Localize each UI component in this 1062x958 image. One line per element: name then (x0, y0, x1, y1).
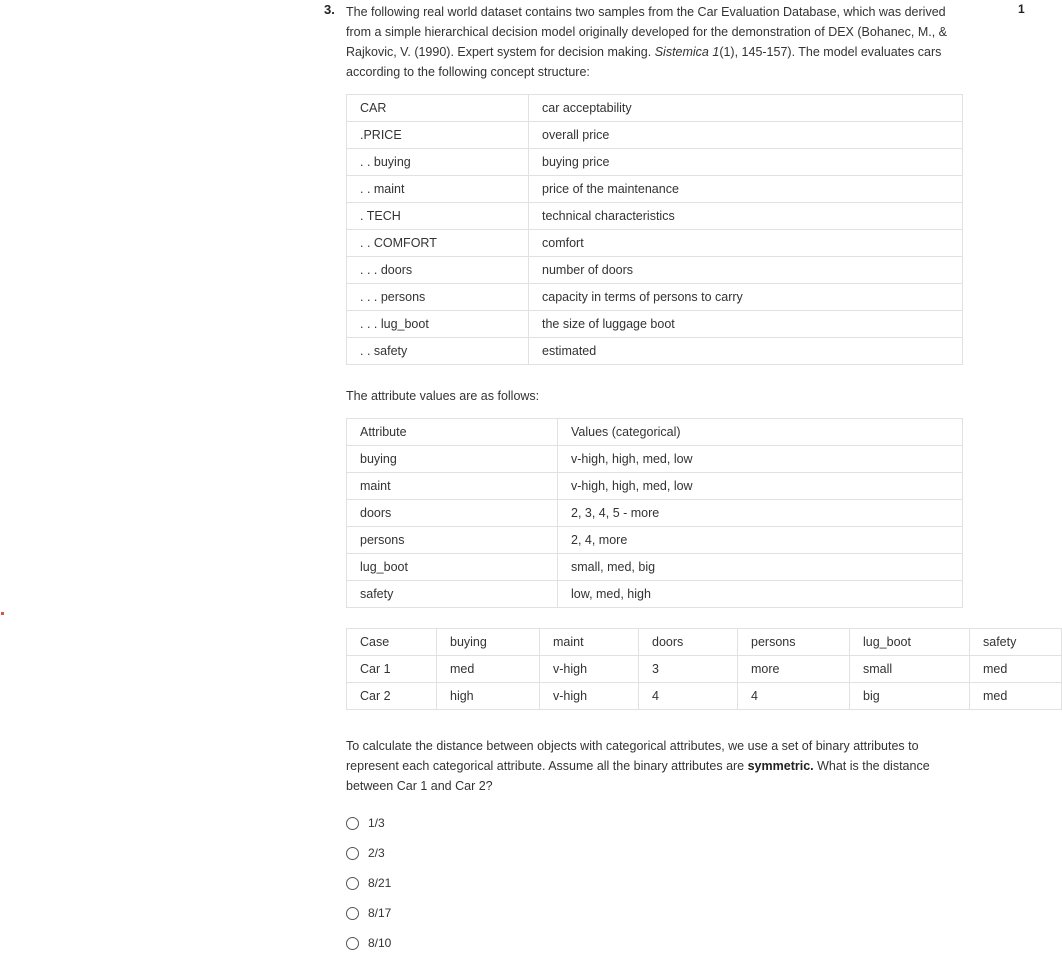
attribute-cell: v-high, high, med, low (558, 446, 963, 473)
concept-cell: . . safety (347, 338, 529, 365)
concept-cell: technical characteristics (529, 203, 963, 230)
case-cell: Case (347, 629, 437, 656)
attribute-row (347, 446, 963, 473)
attribute-cell: buying (347, 446, 558, 473)
concept-cell: car acceptability (529, 95, 963, 122)
case-cell: Car 2 (347, 683, 437, 710)
attribute-caption: The attribute values are as follows: (346, 389, 540, 403)
attribute-row (347, 581, 963, 608)
intro-text-2: (1), 145-157). The model evaluates cars according to the following concept structure: (346, 45, 942, 79)
concept-cell: overall price (529, 122, 963, 149)
intro-journal: Sistemica 1 (654, 45, 720, 59)
question-text (346, 736, 964, 796)
concept-cell: number of doors (529, 257, 963, 284)
answer-option-label: 8/10 (368, 936, 392, 950)
answer-option[interactable] (346, 868, 964, 898)
question-content (346, 0, 1017, 958)
attribute-values-table (346, 418, 963, 608)
case-cell: Car 1 (347, 656, 437, 683)
concept-row (347, 95, 963, 122)
concept-cell: estimated (529, 338, 963, 365)
case-cell: 3 (639, 656, 738, 683)
concept-cell: . . . persons (347, 284, 529, 311)
case-row (347, 656, 1062, 683)
concept-row (347, 257, 963, 284)
intro-text-1: The following real world dataset contains two samples from the Car Evaluation Database, which was derived from a simple hierarchical decision model originally developed for the demonstration of DEX (Bohanec, M., & Rajkovic, V. (1990). Expert system for decision making. (346, 5, 947, 59)
question-intro (346, 2, 964, 82)
case-cell: v-high (540, 656, 639, 683)
concept-row (347, 149, 963, 176)
case-cell: lug_boot (850, 629, 970, 656)
concept-cell: . . . doors (347, 257, 529, 284)
concept-cell: . TECH (347, 203, 529, 230)
case-row (347, 683, 1062, 710)
attribute-row (347, 419, 963, 446)
concept-structure-table (346, 94, 963, 365)
concept-cell: comfort (529, 230, 963, 257)
concept-cell: capacity in terms of persons to carry (529, 284, 963, 311)
concept-row (347, 338, 963, 365)
concept-cell: . . buying (347, 149, 529, 176)
concept-cell: the size of luggage boot (529, 311, 963, 338)
answer-option[interactable] (346, 898, 964, 928)
concept-row (347, 230, 963, 257)
left-dot-marker (1, 612, 4, 615)
answer-option-label: 1/3 (368, 816, 385, 830)
concept-cell: . . COMFORT (347, 230, 529, 257)
case-cell: 4 (738, 683, 850, 710)
concept-row (347, 284, 963, 311)
question-text-1: To calculate the distance between objects with categorical attributes, we use a set of binary attributes to represent each categorical attribute. Assume all the binary attributes are (346, 739, 919, 773)
attribute-cell: 2, 3, 4, 5 - more (558, 500, 963, 527)
radio-button[interactable] (346, 937, 359, 950)
case-cell: med (970, 683, 1062, 710)
answer-option[interactable] (346, 808, 964, 838)
case-cell: doors (639, 629, 738, 656)
concept-row (347, 122, 963, 149)
radio-button[interactable] (346, 907, 359, 920)
question-number: 3. (324, 2, 335, 17)
concept-cell: buying price (529, 149, 963, 176)
concept-cell: CAR (347, 95, 529, 122)
answer-option-label: 2/3 (368, 846, 385, 860)
attribute-row (347, 554, 963, 581)
attribute-cell: lug_boot (347, 554, 558, 581)
question-text-bold: symmetric. (747, 759, 814, 773)
attribute-cell: v-high, high, med, low (558, 473, 963, 500)
case-cell: v-high (540, 683, 639, 710)
case-cell: buying (437, 629, 540, 656)
attribute-cell: small, med, big (558, 554, 963, 581)
attribute-row (347, 527, 963, 554)
answer-option-label: 8/17 (368, 906, 392, 920)
case-cell: high (437, 683, 540, 710)
attribute-cell: Attribute (347, 419, 558, 446)
case-cell: maint (540, 629, 639, 656)
question-text-2: What is the distance between Car 1 and Car 2? (346, 759, 930, 793)
case-cell: 4 (639, 683, 738, 710)
attribute-cell: maint (347, 473, 558, 500)
attribute-cell: persons (347, 527, 558, 554)
case-cell: more (738, 656, 850, 683)
attribute-cell: low, med, high (558, 581, 963, 608)
attribute-row (347, 500, 963, 527)
attribute-cell: Values (categorical) (558, 419, 963, 446)
concept-cell: . . maint (347, 176, 529, 203)
case-cell: safety (970, 629, 1062, 656)
concept-cell: price of the maintenance (529, 176, 963, 203)
radio-button[interactable] (346, 847, 359, 860)
case-cell: persons (738, 629, 850, 656)
case-row (347, 629, 1062, 656)
case-cell: small (850, 656, 970, 683)
answer-option[interactable] (346, 928, 964, 958)
answer-options (346, 808, 964, 958)
cases-table (346, 628, 1062, 710)
concept-row (347, 311, 963, 338)
case-cell: med (437, 656, 540, 683)
concept-row (347, 203, 963, 230)
side-marker: 1 (1018, 2, 1025, 16)
radio-button[interactable] (346, 877, 359, 890)
attribute-cell: 2, 4, more (558, 527, 963, 554)
answer-option[interactable] (346, 838, 964, 868)
concept-cell: .PRICE (347, 122, 529, 149)
case-cell: med (970, 656, 1062, 683)
concept-cell: . . . lug_boot (347, 311, 529, 338)
attribute-cell: doors (347, 500, 558, 527)
attribute-cell: safety (347, 581, 558, 608)
concept-row (347, 176, 963, 203)
radio-button[interactable] (346, 817, 359, 830)
answer-option-label: 8/21 (368, 876, 392, 890)
case-cell: big (850, 683, 970, 710)
attribute-row (347, 473, 963, 500)
